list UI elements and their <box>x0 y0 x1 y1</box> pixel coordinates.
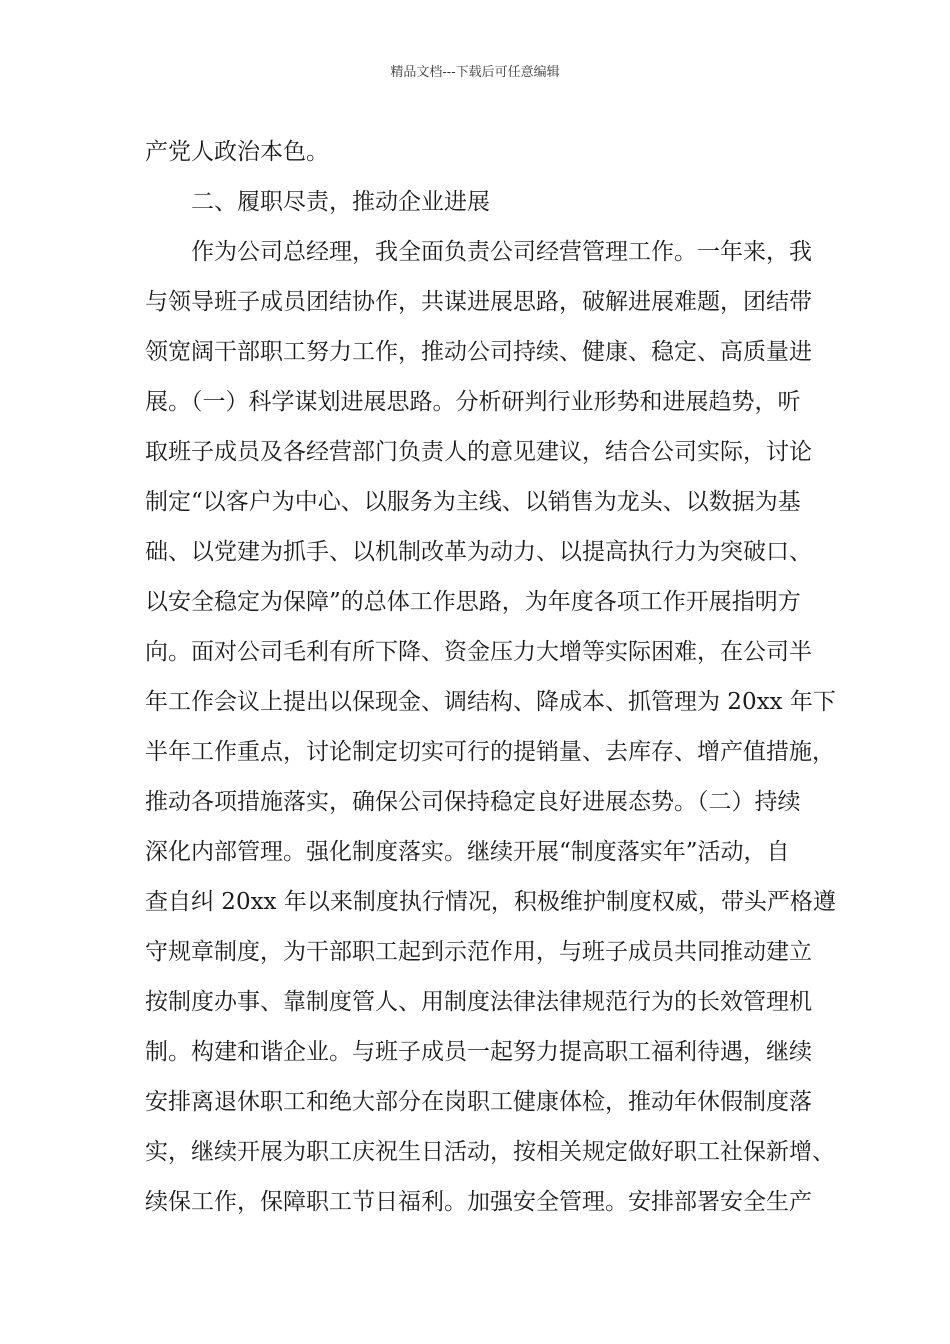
paragraph-line: 深化内部管理。强化制度落实。继续开展“制度落实年”活动，自 <box>145 839 790 865</box>
paragraph-line: 守规章制度，为干部职工起到示范作用，与班子成员共同推动建立 <box>145 939 812 965</box>
paragraph-line: 础、以党建为抓手、以机制改革为动力、以提高执行力为突破口、 <box>145 539 812 565</box>
paragraph-line: 按制度办事、靠制度管人、用制度法律法律规范行为的长效管理机 <box>145 989 812 1015</box>
paragraph-line: 作为公司总经理，我全面负责公司经营管理工作。一年来，我 <box>191 239 812 265</box>
paragraph-line: 与领导班子成员团结协作，共谋进展思路，破解进展难题，团结带 <box>145 289 812 315</box>
paragraph-line: 取班子成员及各经营部门负责人的意见建议，结合公司实际，讨论 <box>145 439 812 465</box>
paragraph-line: 推动各项措施落实，确保公司保持稳定良好进展态势。（二）持续 <box>145 789 801 815</box>
paragraph-line: 查自纠 20xx 年以来制度执行情况，积极维护制度权威，带头严格遵 <box>145 889 836 915</box>
paragraph-line: 展。（一）科学谋划进展思路。分析研判行业形势和进展趋势，听 <box>145 389 801 415</box>
section-heading: 二、履职尽责，推动企业进展 <box>191 189 490 215</box>
paragraph-line: 续保工作，保障职工节日福利。加强安全管理。安排部署安全生产 <box>145 1189 812 1215</box>
paragraph-line: 实，继续开展为职工庆祝生日活动，按相关规定做好职工社保新增、 <box>145 1139 835 1165</box>
paragraph-line: 领宽阔干部职工努力工作，推动公司持续、健康、稳定、高质量进 <box>145 339 812 365</box>
paragraph-line: 向。面对公司毛利有所下降、资金压力大增等实际困难，在公司半 <box>145 639 812 665</box>
paragraph-line: 安排离退休职工和绝大部分在岗职工健康体检，推动年休假制度落 <box>145 1089 812 1115</box>
paragraph-line: 以安全稳定为保障”的总体工作思路，为年度各项工作开展指明方 <box>145 589 801 615</box>
paragraph-line: 产党人政治本色。 <box>145 139 329 165</box>
paragraph-line: 年工作会议上提出以保现金、调结构、降成本、抓管理为 20xx 年下 <box>145 689 836 715</box>
paragraph-line: 制。构建和谐企业。与班子成员一起努力提高职工福利待遇，继续 <box>145 1039 812 1065</box>
page-header: 精品文档---下载后可任意编辑 <box>390 65 560 80</box>
paragraph-line: 半年工作重点，讨论制定切实可行的提销量、去库存、增产值措施， <box>145 739 835 765</box>
paragraph-line: 制定“以客户为中心、以服务为主线、以销售为龙头、以数据为基 <box>145 489 801 515</box>
